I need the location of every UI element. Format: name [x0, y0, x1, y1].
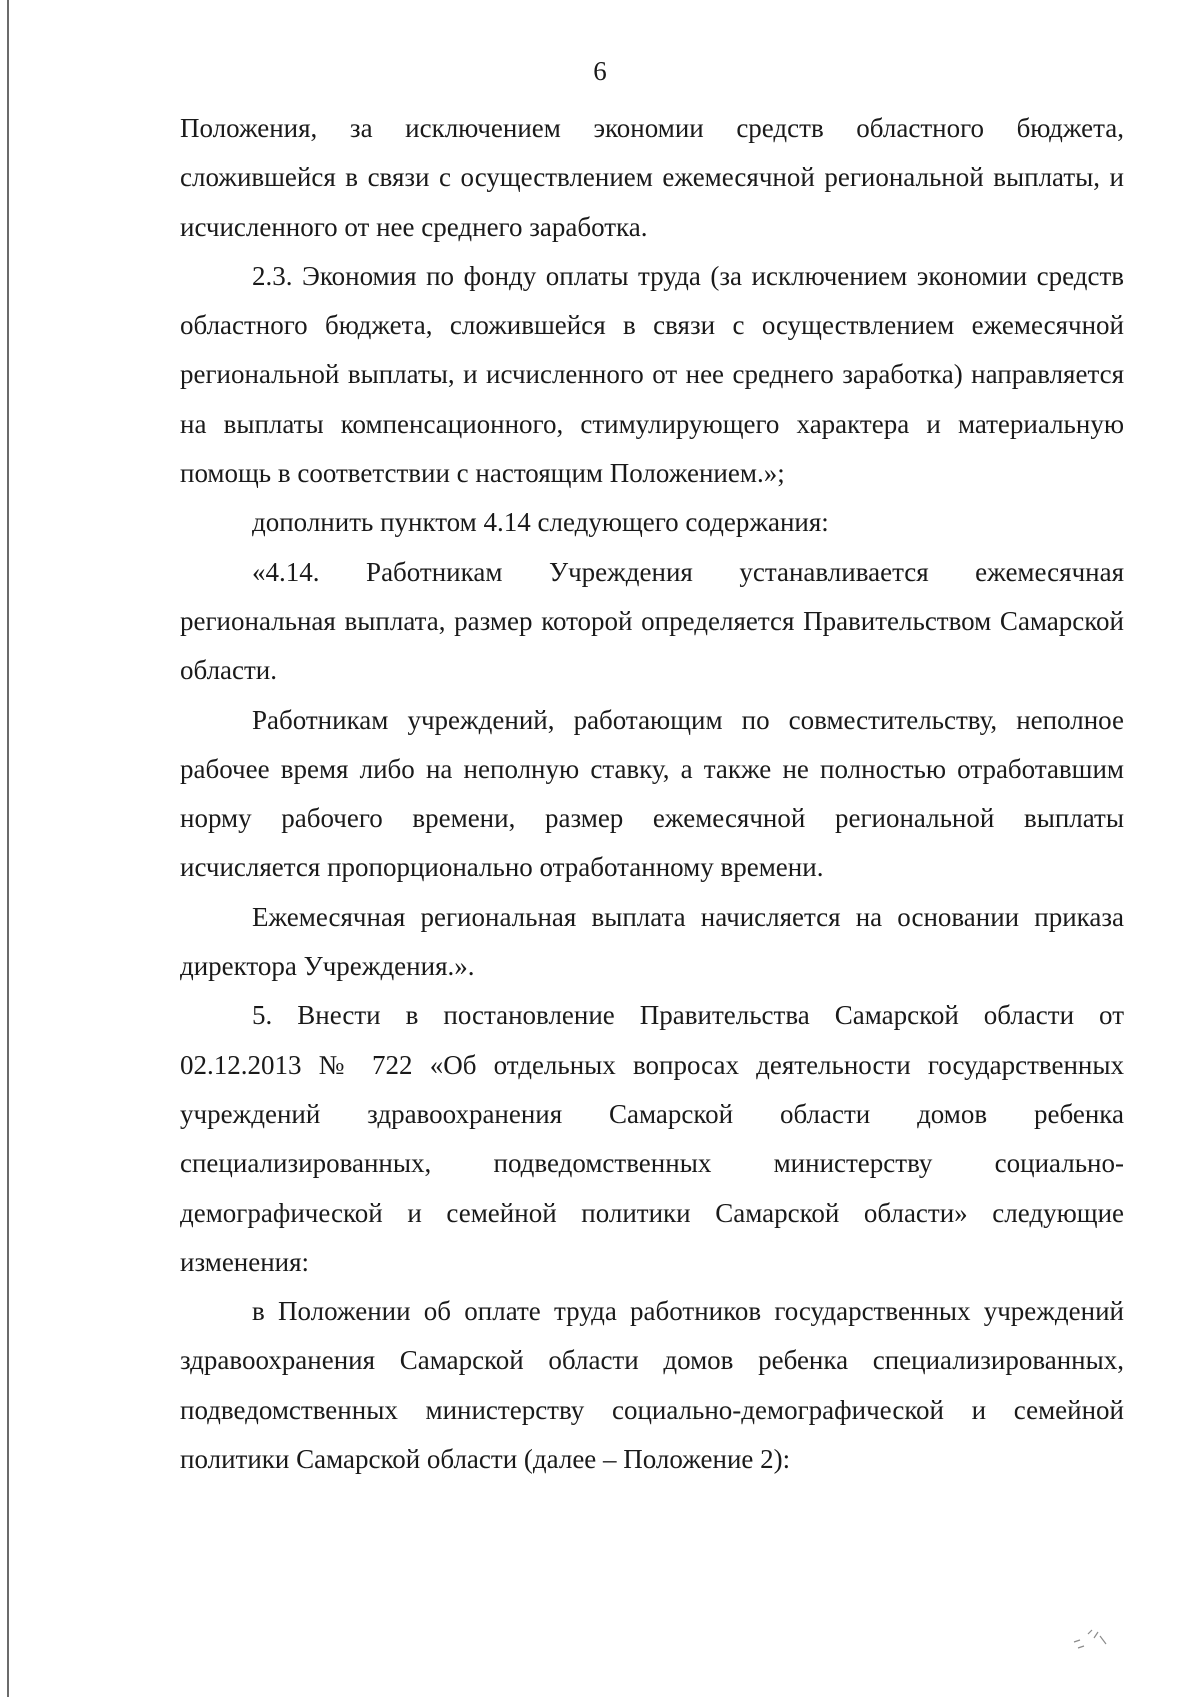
- paragraph-regulation-2: в Положении об оплате труда работников государственных учреждений здравоохранения Самарской области домов ребенка специализированных, подведомственных министерству социально-демографической и семейной политики Самарской области (далее – Положение 2):: [180, 1296, 1124, 1475]
- document-body: [180, 104, 1124, 1484]
- paragraph-supplement: дополнить пунктом 4.14 следующего содержания:: [252, 507, 829, 538]
- paragraph-5: 5. Внести в постановление Правительства Самарской области от 02.12.2013 № 722 «Об отдельных вопросах деятельности государственных учреждений здравоохранения Самарской области домов ребенка специализированных, подведомственных министерству социально-демографической и семейной политики Самарской области» следующие изменения:: [180, 1000, 1124, 1277]
- paragraph-part-time: Работникам учреждений, работающим по совместительству, неполное рабочее время либо на неполную ставку, а также не полностью отработавшим норму рабочего времени, размер ежемесячной региональной выплаты исчисляется пропорционально отработанному времени.: [180, 704, 1124, 883]
- paragraph-4-14: «4.14. Работникам Учреждения устанавливается ежемесячная региональная выплата, размер которой определяется Правительством Самарской области.: [180, 556, 1124, 686]
- scan-edge-line: [7, 0, 9, 1697]
- page-number: 6: [593, 56, 607, 86]
- paragraph-order: Ежемесячная региональная выплата начисляется на основании приказа директора Учреждения.».: [180, 901, 1124, 982]
- scan-specks: [1068, 1622, 1128, 1652]
- paragraph-2-3: 2.3. Экономия по фонду оплаты труда (за исключением экономии средств областного бюджета, сложившейся в связи с осуществлением ежемесячной региональной выплаты, и исчисленного от нее среднего заработка) направляется на выплаты компенсационного, стимулирующего характера и материальную помощь в соответствии с настоящим Положением.»;: [180, 260, 1124, 489]
- paragraph-continuation: Положения, за исключением экономии средств областного бюджета, сложившейся в связи с осуществлением ежемесячной региональной выплаты, и исчисленного от нее среднего заработка.: [180, 113, 1124, 242]
